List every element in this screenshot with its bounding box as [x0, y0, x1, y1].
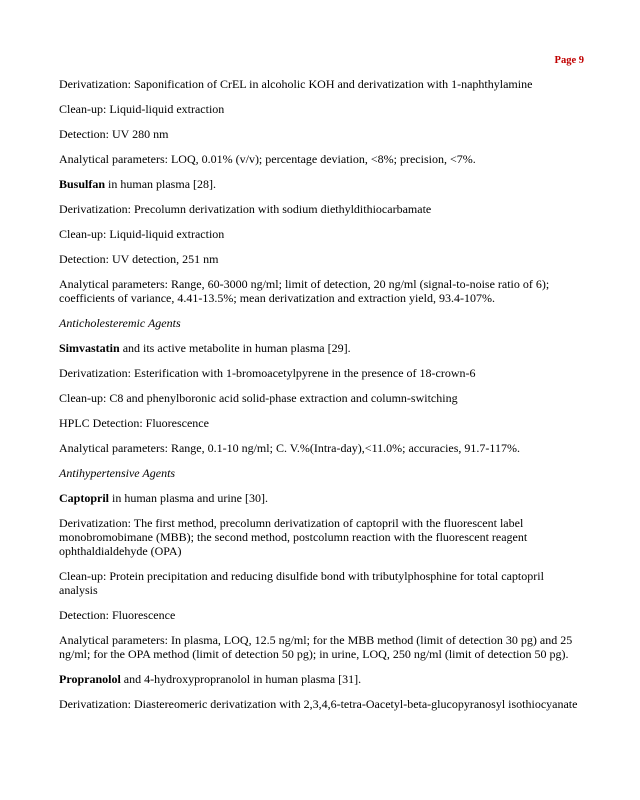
drug-entry-simvastatin: [59, 341, 585, 355]
drug-name: Captopril: [59, 491, 110, 505]
drug-entry-busulfan: [59, 177, 585, 191]
drug-name: Simvastatin: [59, 341, 120, 355]
paragraph-derivatization: Derivatization: Esterification with 1-bromoacetylpyrene in the presence of 18-crown-6: [59, 366, 476, 380]
paragraph-derivatization: Derivatization: The first method, precolumn derivatization of captopril with the fluorescent label monobromobimane (MBB); the second method, postcolumn reaction with the fluorescent reagent ophthaldialdehyde (OPA): [59, 516, 528, 558]
paragraph-cleanup: Clean-up: Liquid-liquid extraction: [59, 102, 225, 116]
paragraph-detection: HPLC Detection: Fluorescence: [59, 416, 209, 430]
paragraph-cleanup: Clean-up: C8 and phenylboronic acid solid-phase extraction and column-switching: [59, 391, 458, 405]
drug-entry-captopril: [59, 491, 585, 505]
paragraph-derivatization: Derivatization: Precolumn derivatization with sodium diethyldithiocarbamate: [59, 202, 432, 216]
drug-entry-propranolol: [59, 672, 585, 686]
paragraph-cleanup: Clean-up: Protein precipitation and reducing disulfide bond with tributylphosphine for total captopril analysis: [59, 569, 544, 597]
paragraph-derivatization: Derivatization: Saponification of CrEL in alcoholic KOH and derivatization with 1-naphthylamine: [59, 77, 533, 91]
page-number: Page 9: [554, 55, 584, 66]
paragraph-detection: Detection: UV 280 nm: [59, 127, 169, 141]
paragraph-analytical-parameters: Analytical parameters: LOQ, 0.01% (v/v); percentage deviation, <8%; precision, <7%.: [59, 152, 476, 166]
drug-description: and its active metabolite in human plasma [29].: [119, 341, 351, 355]
paragraph-analytical-parameters: Analytical parameters: Range, 0.1-10 ng/ml; C. V.%(Intra-day),<11.0%; accuracies, 91.7-117%.: [59, 441, 520, 455]
section-heading-anticholesteremic: Anticholesteremic Agents: [59, 316, 181, 330]
drug-name: Busulfan: [59, 177, 106, 191]
document-body: [59, 77, 585, 722]
paragraph-cleanup: Clean-up: Liquid-liquid extraction: [59, 227, 225, 241]
drug-description: in human plasma [28].: [105, 177, 217, 191]
paragraph-detection: Detection: Fluorescence: [59, 608, 176, 622]
drug-description: in human plasma and urine [30].: [109, 491, 268, 505]
paragraph-analytical-parameters: Analytical parameters: In plasma, LOQ, 12.5 ng/ml; for the MBB method (limit of detection 30 pg) and 25 ng/ml; for the OPA method (limit of detection 50 pg); in urine, LOQ, 250 ng/ml (limit of detection 50 pg).: [59, 633, 573, 661]
paragraph-analytical-parameters: Analytical parameters: Range, 60-3000 ng/ml; limit of detection, 20 ng/ml (signal-to-noise ratio of 6); coefficients of variance, 4.41-13.5%; mean derivatization and extraction yield, 93.4-107%.: [59, 277, 550, 305]
paragraph-detection: Detection: UV detection, 251 nm: [59, 252, 219, 266]
drug-name: Propranolol: [59, 672, 121, 686]
section-heading-antihypertensive: Antihypertensive Agents: [59, 466, 176, 480]
paragraph-derivatization: Derivatization: Diastereomeric derivatization with 2,3,4,6-tetra-Oacetyl-beta-glucopyranosyl isothiocyanate: [59, 697, 578, 711]
drug-description: and 4-hydroxypropranolol in human plasma [31].: [120, 672, 362, 686]
